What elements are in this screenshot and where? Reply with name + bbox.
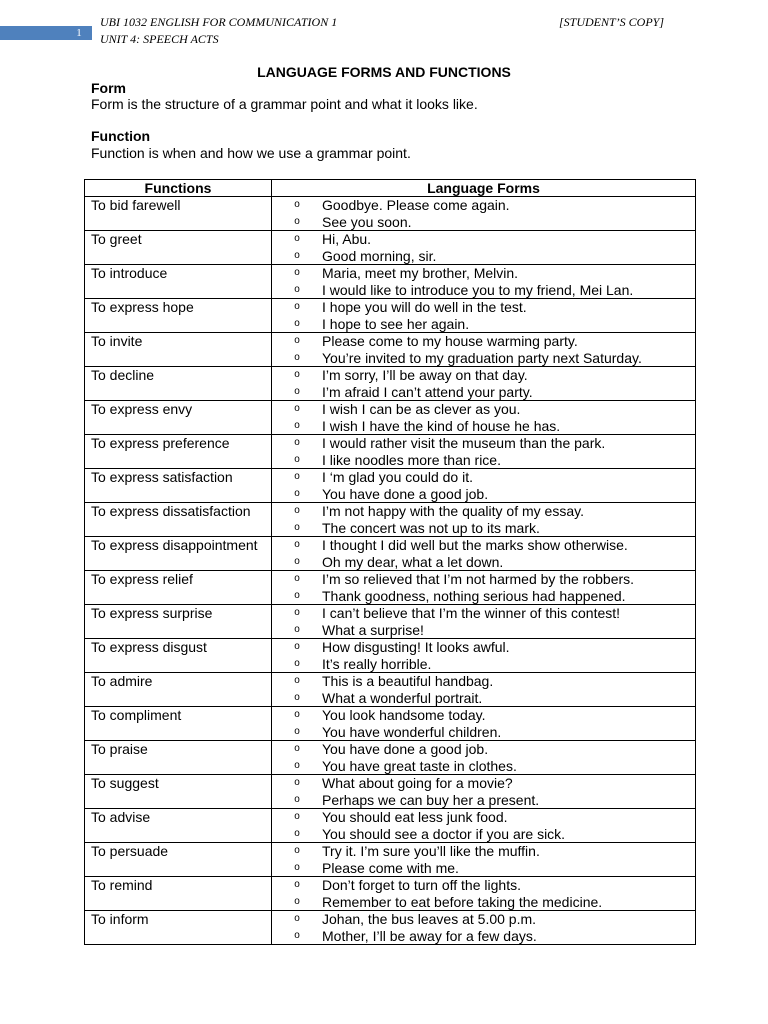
table-row	[85, 673, 696, 707]
function-cell: To express satisfaction	[85, 469, 272, 503]
language-forms-cell	[272, 639, 696, 673]
example-line	[272, 877, 695, 894]
example-text: Don’t forget to turn off the lights.	[322, 877, 521, 893]
example-text: You have wonderful children.	[322, 723, 502, 740]
function-cell: To bid farewell	[85, 197, 272, 231]
example-text: I hope you will do well in the test.	[322, 299, 527, 315]
table-row	[85, 299, 696, 333]
example-line	[272, 214, 695, 231]
table-row	[85, 537, 696, 571]
circle-bullet-icon: o	[294, 709, 300, 720]
circle-bullet-icon: o	[294, 777, 300, 788]
table-row	[85, 231, 696, 265]
function-cell: To express envy	[85, 401, 272, 435]
function-cell: To suggest	[85, 775, 272, 809]
circle-bullet-icon: o	[294, 335, 300, 346]
circle-bullet-icon: o	[294, 369, 300, 380]
table-row	[85, 401, 696, 435]
function-cell: To express disappointment	[85, 537, 272, 571]
example-line	[272, 503, 695, 520]
language-forms-cell	[272, 333, 696, 367]
table-row	[85, 197, 696, 231]
circle-bullet-icon: o	[294, 861, 300, 873]
table-row	[85, 775, 696, 809]
language-forms-cell	[272, 401, 696, 435]
example-text: You have great taste in clothes.	[322, 757, 517, 774]
example-line	[272, 741, 695, 758]
table-row	[85, 741, 696, 775]
function-cell: To express preference	[85, 435, 272, 469]
circle-bullet-icon: o	[294, 351, 300, 363]
function-heading: Function	[91, 128, 151, 144]
example-text: Goodbye. Please come again.	[322, 197, 510, 213]
circle-bullet-icon: o	[294, 471, 300, 482]
example-line	[272, 537, 695, 554]
example-text: I hope to see her again.	[322, 315, 470, 332]
language-forms-cell	[272, 435, 696, 469]
example-text: I would like to introduce you to my friend, Mei Lan.	[322, 281, 634, 298]
language-forms-cell	[272, 571, 696, 605]
table-row	[85, 639, 696, 673]
function-cell: To persuade	[85, 843, 272, 877]
example-line	[272, 316, 695, 333]
example-line	[272, 588, 695, 605]
language-forms-cell	[272, 877, 696, 911]
language-forms-cell	[272, 605, 696, 639]
example-text: Try it. I’m sure you’ll like the muffin.	[322, 843, 540, 859]
example-text: What a wonderful portrait.	[322, 689, 483, 706]
example-line	[272, 282, 695, 299]
language-forms-cell	[272, 197, 696, 231]
circle-bullet-icon: o	[294, 521, 300, 533]
circle-bullet-icon: o	[294, 317, 300, 329]
table-row	[85, 911, 696, 945]
circle-bullet-icon: o	[294, 691, 300, 703]
circle-bullet-icon: o	[294, 895, 300, 907]
example-text: This is a beautiful handbag.	[322, 673, 494, 689]
form-heading: Form	[91, 80, 126, 96]
example-line	[272, 707, 695, 724]
example-text: I like noodles more than rice.	[322, 451, 501, 468]
example-text: Johan, the bus leaves at 5.00 p.m.	[322, 911, 537, 927]
example-text: Please come with me.	[322, 859, 459, 876]
language-forms-cell	[272, 503, 696, 537]
example-line	[272, 486, 695, 503]
example-line	[272, 690, 695, 707]
circle-bullet-icon: o	[294, 267, 300, 278]
circle-bullet-icon: o	[294, 725, 300, 737]
example-line	[272, 452, 695, 469]
language-forms-cell	[272, 469, 696, 503]
example-line	[272, 401, 695, 418]
copy-label: [STUDENT’S COPY]	[559, 15, 665, 29]
forms-functions-table	[84, 179, 696, 945]
table-row	[85, 605, 696, 639]
function-cell: To praise	[85, 741, 272, 775]
circle-bullet-icon: o	[294, 811, 300, 822]
example-line	[272, 350, 695, 367]
language-forms-cell	[272, 741, 696, 775]
example-line	[272, 911, 695, 928]
example-line	[272, 469, 695, 486]
example-line	[272, 673, 695, 690]
page-title: LANGUAGE FORMS AND FUNCTIONS	[257, 64, 511, 80]
example-text: Maria, meet my brother, Melvin.	[322, 265, 519, 281]
function-cell: To invite	[85, 333, 272, 367]
circle-bullet-icon: o	[294, 403, 300, 414]
language-forms-cell	[272, 707, 696, 741]
example-text: It’s really horrible.	[322, 655, 432, 672]
circle-bullet-icon: o	[294, 913, 300, 924]
table-row	[85, 503, 696, 537]
example-text: Good morning, sir.	[322, 247, 437, 264]
circle-bullet-icon: o	[294, 827, 300, 839]
circle-bullet-icon: o	[294, 283, 300, 295]
example-text: See you soon.	[322, 213, 412, 230]
example-text: Perhaps we can buy her a present.	[322, 791, 540, 808]
example-line	[272, 418, 695, 435]
functions-column-header: Functions	[85, 180, 272, 197]
table-header-row	[85, 180, 696, 197]
example-line	[272, 265, 695, 282]
table-row	[85, 265, 696, 299]
example-text: Mother, I’ll be away for a few days.	[322, 927, 537, 944]
example-line	[272, 384, 695, 401]
example-text: How disgusting! It looks awful.	[322, 639, 510, 655]
table-row	[85, 707, 696, 741]
circle-bullet-icon: o	[294, 759, 300, 771]
function-cell: To express surprise	[85, 605, 272, 639]
example-text: You should see a doctor if you are sick.	[322, 825, 566, 842]
example-line	[272, 639, 695, 656]
form-definition: Form is the structure of a grammar point and what it looks like.	[91, 96, 478, 112]
function-cell: To admire	[85, 673, 272, 707]
language-forms-cell	[272, 809, 696, 843]
example-line	[272, 758, 695, 775]
example-text: I’m not happy with the quality of my essay.	[322, 503, 584, 519]
course-header: UBI 1032 ENGLISH FOR COMMUNICATION 1	[100, 15, 338, 29]
circle-bullet-icon: o	[294, 233, 300, 244]
unit-header: UNIT 4: SPEECH ACTS	[100, 32, 219, 46]
circle-bullet-icon: o	[294, 623, 300, 635]
circle-bullet-icon: o	[294, 657, 300, 669]
example-line	[272, 656, 695, 673]
example-text: Hi, Abu.	[322, 231, 372, 247]
circle-bullet-icon: o	[294, 199, 300, 210]
function-cell: To express dissatisfaction	[85, 503, 272, 537]
language-forms-cell	[272, 265, 696, 299]
example-text: Please come to my house warming party.	[322, 333, 578, 349]
circle-bullet-icon: o	[294, 555, 300, 567]
circle-bullet-icon: o	[294, 607, 300, 618]
example-line	[272, 622, 695, 639]
language-forms-cell	[272, 537, 696, 571]
function-cell: To inform	[85, 911, 272, 945]
example-text: Oh my dear, what a let down.	[322, 553, 504, 570]
language-forms-cell	[272, 299, 696, 333]
example-line	[272, 843, 695, 860]
circle-bullet-icon: o	[294, 419, 300, 431]
example-text: I would rather visit the museum than the park.	[322, 435, 606, 451]
example-text: I’m so relieved that I’m not harmed by the robbers.	[322, 571, 635, 587]
circle-bullet-icon: o	[294, 215, 300, 227]
language-forms-cell	[272, 843, 696, 877]
circle-bullet-icon: o	[294, 453, 300, 465]
function-cell: To advise	[85, 809, 272, 843]
example-line	[272, 860, 695, 877]
example-line	[272, 299, 695, 316]
example-text: I’m afraid I can’t attend your party.	[322, 383, 533, 400]
circle-bullet-icon: o	[294, 879, 300, 890]
table-row	[85, 469, 696, 503]
circle-bullet-icon: o	[294, 641, 300, 652]
example-text: I thought I did well but the marks show otherwise.	[322, 537, 628, 553]
function-cell: To greet	[85, 231, 272, 265]
example-line	[272, 248, 695, 265]
example-text: What about going for a movie?	[322, 775, 513, 791]
language-forms-column-header: Language Forms	[272, 180, 696, 197]
circle-bullet-icon: o	[294, 437, 300, 448]
example-text: You’re invited to my graduation party next Saturday.	[322, 349, 642, 366]
example-text: You have done a good job.	[322, 741, 489, 757]
example-text: You should eat less junk food.	[322, 809, 508, 825]
circle-bullet-icon: o	[294, 573, 300, 584]
circle-bullet-icon: o	[294, 249, 300, 261]
circle-bullet-icon: o	[294, 929, 300, 941]
table-row	[85, 333, 696, 367]
table-row	[85, 809, 696, 843]
example-line	[272, 197, 695, 214]
table-row	[85, 571, 696, 605]
example-text: You have done a good job.	[322, 485, 489, 502]
language-forms-cell	[272, 911, 696, 945]
circle-bullet-icon: o	[294, 589, 300, 601]
circle-bullet-icon: o	[294, 539, 300, 550]
circle-bullet-icon: o	[294, 487, 300, 499]
table-row	[85, 435, 696, 469]
function-cell: To remind	[85, 877, 272, 911]
function-cell: To express hope	[85, 299, 272, 333]
example-text: You look handsome today.	[322, 707, 486, 723]
language-forms-cell	[272, 231, 696, 265]
example-text: I wish I can be as clever as you.	[322, 401, 521, 417]
page-number: 1	[76, 27, 82, 39]
example-line	[272, 826, 695, 843]
example-line	[272, 554, 695, 571]
example-line	[272, 928, 695, 945]
example-text: I can’t believe that I’m the winner of this contest!	[322, 605, 621, 621]
example-text: I wish I have the kind of house he has.	[322, 417, 561, 434]
language-forms-cell	[272, 775, 696, 809]
example-line	[272, 333, 695, 350]
language-forms-cell	[272, 367, 696, 401]
table-row	[85, 367, 696, 401]
example-line	[272, 520, 695, 537]
example-text: The concert was not up to its mark.	[322, 519, 540, 536]
circle-bullet-icon: o	[294, 793, 300, 805]
example-line	[272, 367, 695, 384]
function-cell: To introduce	[85, 265, 272, 299]
function-cell: To express relief	[85, 571, 272, 605]
example-text: I ‘m glad you could do it.	[322, 469, 473, 485]
example-text: What a surprise!	[322, 621, 424, 638]
example-line	[272, 792, 695, 809]
function-definition: Function is when and how we use a grammar point.	[91, 145, 411, 161]
example-line	[272, 435, 695, 452]
example-line	[272, 571, 695, 588]
table-row	[85, 877, 696, 911]
function-cell: To express disgust	[85, 639, 272, 673]
example-line	[272, 231, 695, 248]
function-cell: To compliment	[85, 707, 272, 741]
table-row	[85, 843, 696, 877]
function-cell: To decline	[85, 367, 272, 401]
example-line	[272, 894, 695, 911]
example-line	[272, 605, 695, 622]
circle-bullet-icon: o	[294, 385, 300, 397]
example-line	[272, 809, 695, 826]
circle-bullet-icon: o	[294, 301, 300, 312]
example-line	[272, 724, 695, 741]
example-text: Thank goodness, nothing serious had happened.	[322, 587, 626, 604]
circle-bullet-icon: o	[294, 845, 300, 856]
circle-bullet-icon: o	[294, 505, 300, 516]
example-text: Remember to eat before taking the medicine.	[322, 893, 603, 910]
circle-bullet-icon: o	[294, 743, 300, 754]
language-forms-cell	[272, 673, 696, 707]
example-line	[272, 775, 695, 792]
example-text: I’m sorry, I’ll be away on that day.	[322, 367, 528, 383]
circle-bullet-icon: o	[294, 675, 300, 686]
